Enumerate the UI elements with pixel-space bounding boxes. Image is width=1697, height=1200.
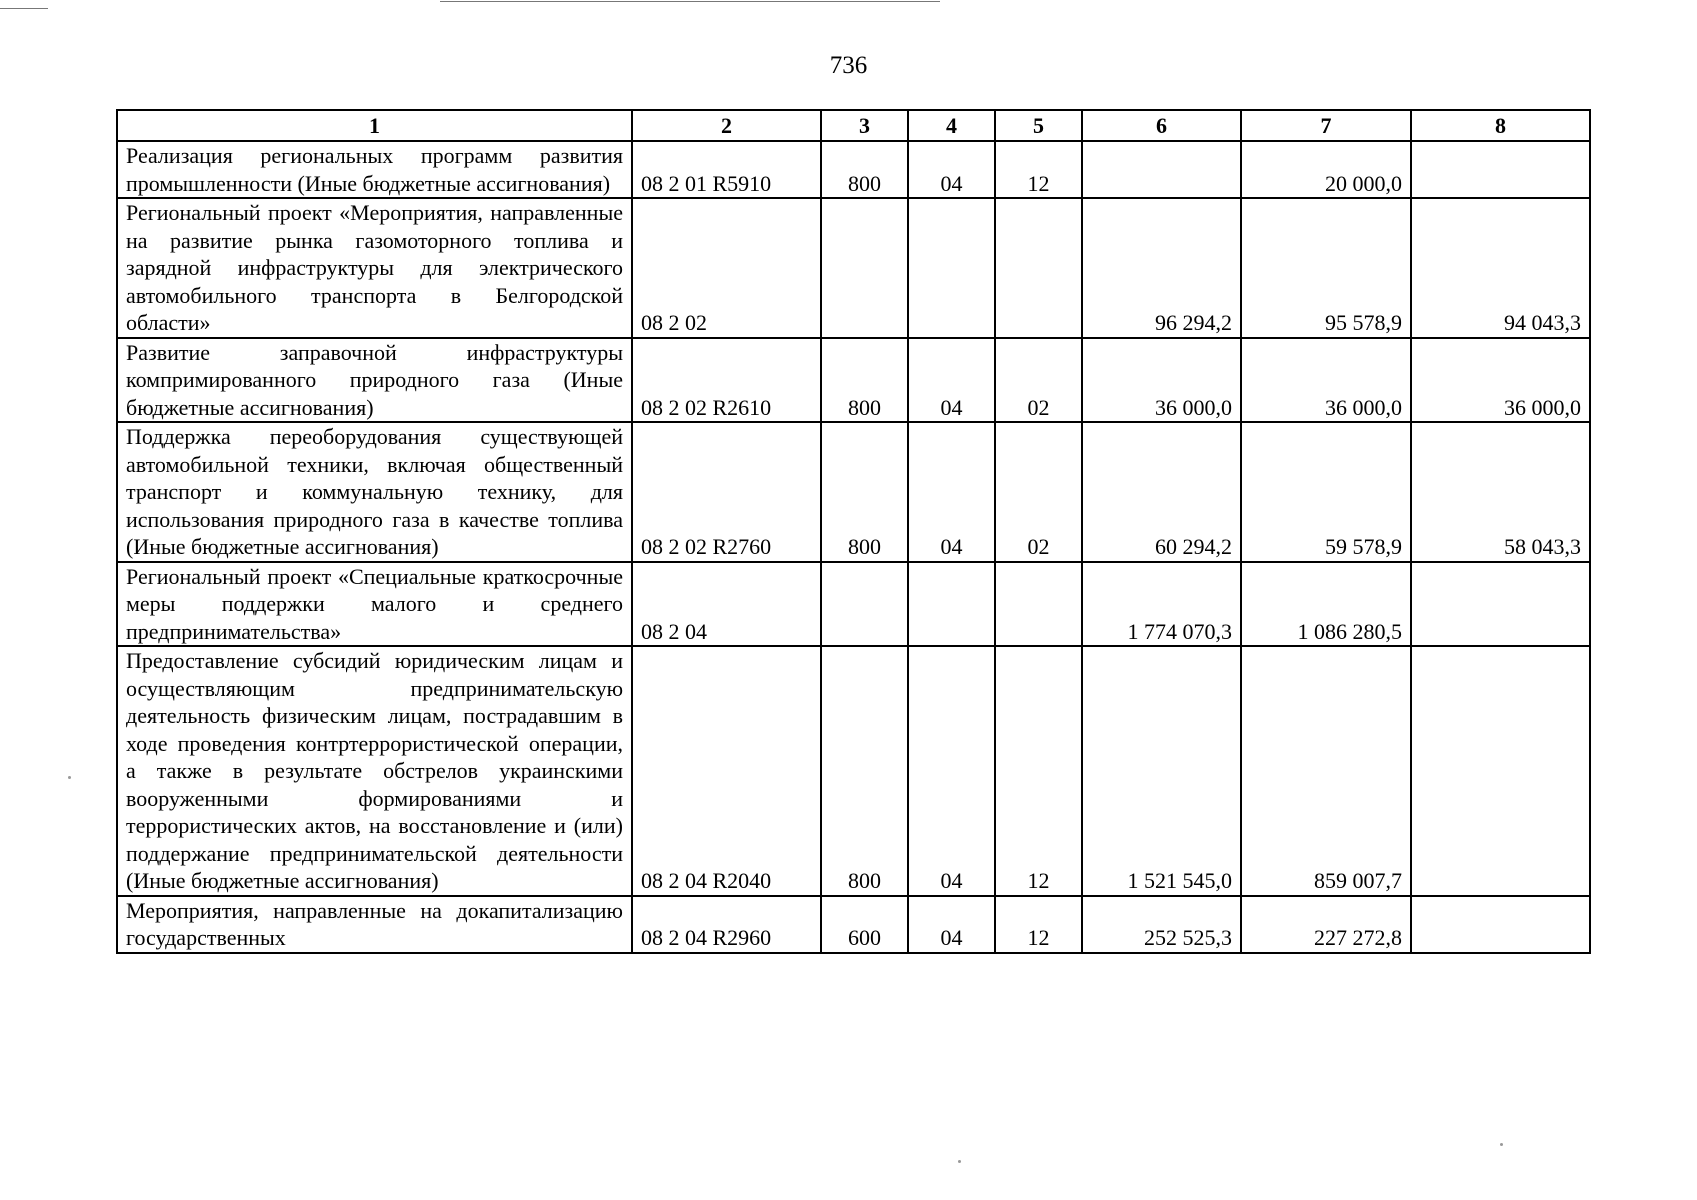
row-code: 08 2 04 R2960 bbox=[632, 896, 821, 953]
row-section: 04 bbox=[908, 646, 995, 896]
row-amount-8: 58 043,3 bbox=[1411, 422, 1590, 562]
row-amount-8: 94 043,3 bbox=[1411, 198, 1590, 338]
row-amount-6: 1 521 545,0 bbox=[1082, 646, 1241, 896]
column-header: 7 bbox=[1241, 110, 1411, 141]
column-header: 8 bbox=[1411, 110, 1590, 141]
row-expense-type: 800 bbox=[821, 646, 908, 896]
row-description: Развитие заправочной инфраструктуры компримированного природного газа (Иные бюджетные ассигнования) bbox=[117, 338, 632, 423]
row-description: Региональный проект «Мероприятия, направленные на развитие рынка газомоторного топлива и зарядной инфраструктуры для электрического автомобильного транспорта в Белгородской области» bbox=[117, 198, 632, 338]
row-section: 04 bbox=[908, 338, 995, 423]
row-amount-7: 59 578,9 bbox=[1241, 422, 1411, 562]
row-amount-6: 252 525,3 bbox=[1082, 896, 1241, 953]
row-expense-type: 800 bbox=[821, 422, 908, 562]
column-header: 4 bbox=[908, 110, 995, 141]
column-header: 2 bbox=[632, 110, 821, 141]
row-amount-6: 60 294,2 bbox=[1082, 422, 1241, 562]
row-amount-6: 36 000,0 bbox=[1082, 338, 1241, 423]
row-amount-7: 20 000,0 bbox=[1241, 141, 1411, 198]
row-amount-7: 227 272,8 bbox=[1241, 896, 1411, 953]
row-code: 08 2 04 bbox=[632, 562, 821, 647]
row-amount-8 bbox=[1411, 896, 1590, 953]
row-amount-7: 36 000,0 bbox=[1241, 338, 1411, 423]
row-subsection: 02 bbox=[995, 422, 1082, 562]
table-row bbox=[117, 141, 1590, 198]
row-expense-type: 800 bbox=[821, 338, 908, 423]
column-header: 6 bbox=[1082, 110, 1241, 141]
row-code: 08 2 02 bbox=[632, 198, 821, 338]
budget-table bbox=[116, 109, 1591, 954]
row-amount-8: 36 000,0 bbox=[1411, 338, 1590, 423]
table-row bbox=[117, 338, 1590, 423]
row-description: Мероприятия, направленные на докапитализацию государственных bbox=[117, 896, 632, 953]
row-expense-type bbox=[821, 562, 908, 647]
table-row bbox=[117, 896, 1590, 953]
table-row bbox=[117, 422, 1590, 562]
row-subsection: 02 bbox=[995, 338, 1082, 423]
row-subsection: 12 bbox=[995, 141, 1082, 198]
row-expense-type bbox=[821, 198, 908, 338]
row-amount-6: 1 774 070,3 bbox=[1082, 562, 1241, 647]
row-code: 08 2 02 R2760 bbox=[632, 422, 821, 562]
row-subsection bbox=[995, 562, 1082, 647]
row-code: 08 2 02 R2610 bbox=[632, 338, 821, 423]
row-amount-6: 96 294,2 bbox=[1082, 198, 1241, 338]
table-row bbox=[117, 646, 1590, 896]
row-section: 04 bbox=[908, 896, 995, 953]
scan-speck bbox=[958, 1160, 961, 1163]
row-amount-7: 1 086 280,5 bbox=[1241, 562, 1411, 647]
row-amount-6 bbox=[1082, 141, 1241, 198]
row-section: 04 bbox=[908, 422, 995, 562]
row-section bbox=[908, 198, 995, 338]
row-subsection: 12 bbox=[995, 896, 1082, 953]
row-section: 04 bbox=[908, 141, 995, 198]
column-header: 5 bbox=[995, 110, 1082, 141]
row-expense-type: 800 bbox=[821, 141, 908, 198]
row-amount-8 bbox=[1411, 562, 1590, 647]
row-description: Предоставление субсидий юридическим лицам и осуществляющим предпринимательскую деятельность физическим лицам, пострадавшим в ходе проведения контртеррористической операции, а также в результате обстрелов украинскими вооруженными формированиями и террористических актов, на восстановление и (или) поддержание предпринимательской деятельности (Иные бюджетные ассигнования) bbox=[117, 646, 632, 896]
row-code: 08 2 04 R2040 bbox=[632, 646, 821, 896]
row-description: Поддержка переоборудования существующей автомобильной техники, включая общественный транспорт и коммунальную технику, для использования природного газа в качестве топлива (Иные бюджетные ассигнования) bbox=[117, 422, 632, 562]
table-row bbox=[117, 562, 1590, 647]
row-amount-7: 859 007,7 bbox=[1241, 646, 1411, 896]
row-expense-type: 600 bbox=[821, 896, 908, 953]
scan-speck bbox=[68, 776, 71, 779]
column-header: 3 bbox=[821, 110, 908, 141]
table-row bbox=[117, 198, 1590, 338]
row-section bbox=[908, 562, 995, 647]
row-amount-8 bbox=[1411, 646, 1590, 896]
header-row bbox=[117, 110, 1590, 141]
page-number: 736 bbox=[829, 52, 868, 79]
scan-speck bbox=[1500, 1143, 1503, 1146]
row-subsection bbox=[995, 198, 1082, 338]
row-description: Реализация региональных программ развития промышленности (Иные бюджетные ассигнования) bbox=[117, 141, 632, 198]
row-description: Региональный проект «Специальные краткосрочные меры поддержки малого и среднего предпринимательства» bbox=[117, 562, 632, 647]
row-amount-7: 95 578,9 bbox=[1241, 198, 1411, 338]
scan-edge-line bbox=[440, 1, 940, 2]
row-code: 08 2 01 R5910 bbox=[632, 141, 821, 198]
scan-edge-line bbox=[0, 8, 48, 9]
row-amount-8 bbox=[1411, 141, 1590, 198]
row-subsection: 12 bbox=[995, 646, 1082, 896]
column-header: 1 bbox=[117, 110, 632, 141]
